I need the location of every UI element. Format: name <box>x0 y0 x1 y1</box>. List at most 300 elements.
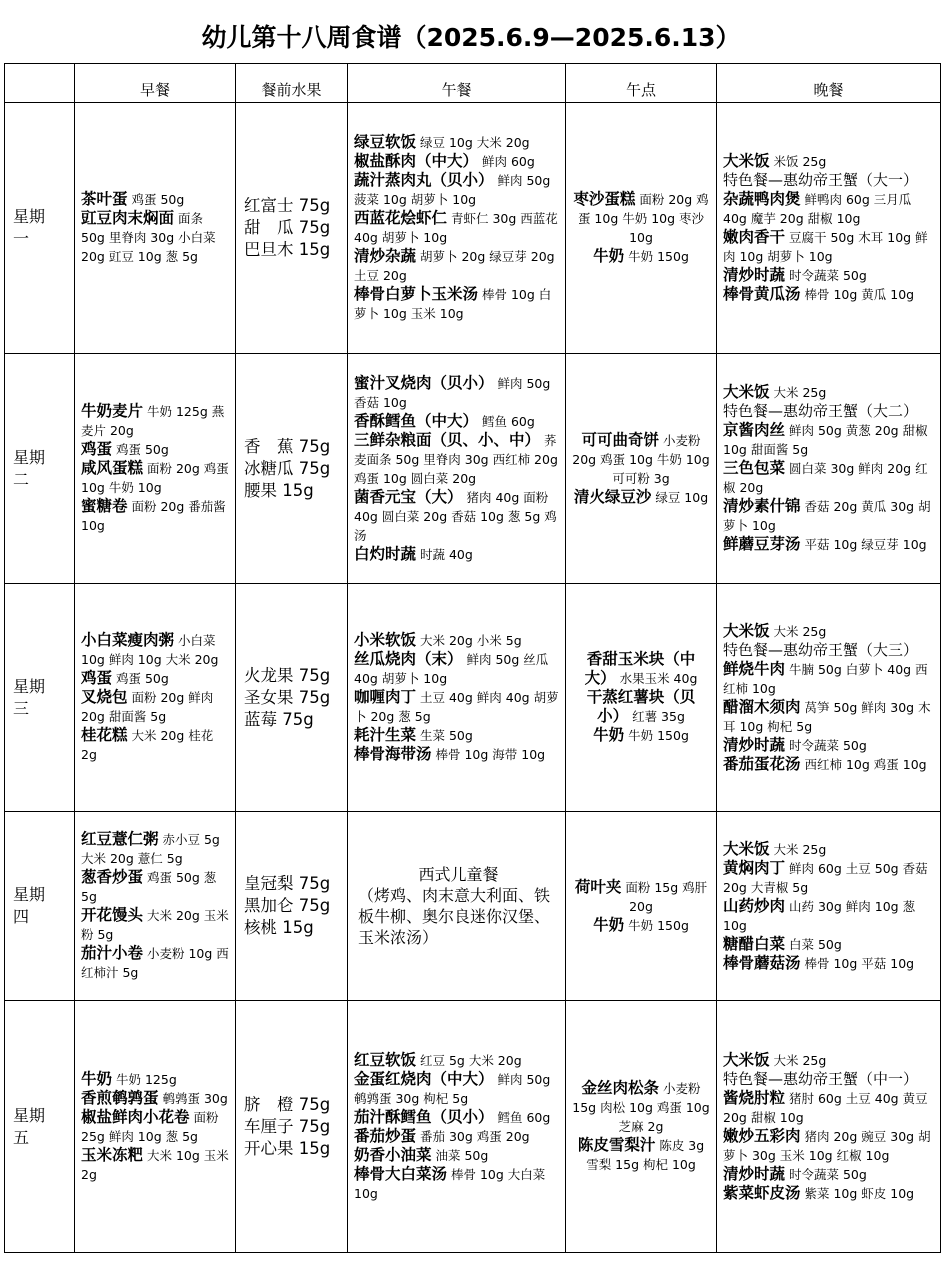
dish-ingredients: 大米 25g <box>773 841 827 857</box>
dish-ingredients: 特色餐—惠幼帝王蟹（中一） <box>723 1069 919 1088</box>
lunch-dish <box>354 1146 559 1165</box>
lunch-cell <box>348 1001 566 1253</box>
breakfast-dish <box>81 497 229 535</box>
dish-name: 荷叶夹 <box>574 877 622 896</box>
dish-ingredients: 面粉 20g 鸡蛋 10g 牛奶 10g 枣沙 10g <box>577 192 709 245</box>
snack-dish <box>572 190 710 247</box>
dish-name: 干蒸红薯块（贝小） <box>586 688 696 725</box>
day-label-text: 五 <box>13 1127 30 1147</box>
dish-name: 大米饭 <box>723 152 770 170</box>
dish-name: 陈皮雪梨汁 <box>577 1136 656 1154</box>
dish-ingredients: 鲜肉 60g <box>482 154 535 169</box>
dish-name: 豇豆肉末焖面 <box>81 209 175 227</box>
breakfast-dish <box>81 944 229 982</box>
dish-ingredients: 大米 25g <box>773 385 827 400</box>
dish-name: 西蓝花烩虾仁 <box>354 209 448 227</box>
lunch-dish <box>354 171 559 209</box>
dish-name: 香甜玉米块（中大） <box>584 650 696 687</box>
breakfast-dish <box>81 1108 229 1146</box>
snack-dish <box>572 688 710 726</box>
dish-ingredients: 番茄 30g 鸡蛋 20g <box>420 1128 530 1144</box>
dish-name: 清火绿豆沙 <box>573 487 652 506</box>
dish-name: 丝瓜烧肉（末） <box>354 650 463 668</box>
dish-ingredients: 陈皮 3g 雪梨 15g 枸杞 10g <box>586 1138 705 1172</box>
fruit-item: 圣女果 75g <box>244 687 331 707</box>
dish-ingredients: 牛腩 50g 白萝卜 40g 西红柿 10g <box>723 661 928 696</box>
lunch-dish <box>354 285 559 323</box>
dinner-dish <box>723 698 934 736</box>
snack-dish <box>572 431 710 488</box>
day-label <box>5 584 75 812</box>
day-label-text: 三 <box>13 698 30 718</box>
dish-ingredients: 豆腐干 50g 木耳 10g 鲜肉 10g 胡萝卜 10g <box>723 230 928 264</box>
breakfast-dish <box>81 688 229 726</box>
day-row <box>5 103 941 354</box>
dish-name: 红豆软饭 <box>354 1050 417 1069</box>
lunch-cell <box>348 584 566 812</box>
dinner-dish <box>723 736 934 755</box>
dish-ingredients: 土豆 40g 鲜肉 40g 胡萝卜 20g 葱 5g <box>354 690 559 724</box>
breakfast-cell <box>75 812 236 1001</box>
dish-ingredients: 小麦粉 15g 肉松 10g 鸡蛋 10g 芝麻 2g <box>572 1081 710 1134</box>
dish-name: 紫菜虾皮汤 <box>723 1183 801 1202</box>
lunch-dish <box>354 688 559 726</box>
header-breakfast: 早餐 <box>75 64 236 103</box>
breakfast-cell <box>75 103 236 354</box>
dish-ingredients: 牛奶 125g <box>116 1071 177 1087</box>
dish-name: 番茄蛋花汤 <box>723 754 801 773</box>
dish-name: 大米饭 <box>723 383 770 401</box>
snack-dish <box>572 878 710 916</box>
dinner-dish <box>723 152 934 171</box>
dish-ingredients: 赤小豆 5g 大米 20g 薏仁 5g <box>81 832 220 866</box>
dish-name: 鸡蛋 <box>81 440 113 458</box>
dinner-dish <box>723 1089 934 1127</box>
dish-name: 茄汁酥鳕鱼（贝小） <box>354 1107 494 1126</box>
header-row <box>5 64 941 103</box>
lunch-cell <box>348 103 566 354</box>
dinner-dish <box>723 1127 934 1165</box>
dish-name: 牛奶 <box>593 726 625 744</box>
fruit-item: 车厘子 75g <box>244 1116 331 1136</box>
breakfast-dish <box>81 906 229 944</box>
dish-ingredients: 鸡蛋 50g 葱 5g <box>81 870 217 904</box>
lunch-dish <box>354 650 559 688</box>
dish-ingredients: 牛奶 150g <box>628 249 689 264</box>
breakfast-dish <box>81 631 229 669</box>
dish-ingredients: 鸡蛋 50g <box>116 442 169 457</box>
breakfast-cell <box>75 1001 236 1253</box>
dish-ingredients: 棒骨 10g 黄瓜 10g <box>804 287 915 302</box>
breakfast-dish <box>81 1146 229 1184</box>
fruit-item: 脐 橙 75g <box>244 1094 331 1114</box>
dish-name: 大米饭 <box>723 621 770 640</box>
fruit-item: 甜 瓜 75g <box>244 218 331 237</box>
breakfast-dish <box>81 402 229 440</box>
dish-name: 玉米冻粑 <box>81 1145 144 1164</box>
lunch-dish <box>354 745 559 764</box>
lunch-dish <box>354 1070 559 1108</box>
dish-name: 可可曲奇饼 <box>581 430 659 449</box>
lunch-cell <box>348 354 566 584</box>
dish-name: 开花馒头 <box>81 906 144 924</box>
dinner-dish <box>723 935 934 954</box>
dish-ingredients: 香菇 20g 黄瓜 30g 胡萝卜 10g <box>723 499 931 533</box>
fruit-item: 皇冠梨 75g <box>244 874 331 893</box>
dish-ingredients: 牛奶 150g <box>628 917 689 933</box>
dinner-dish <box>723 402 934 421</box>
dish-name: 牛奶麦片 <box>81 402 144 420</box>
dinner-cell <box>717 812 941 1001</box>
lunch-dish <box>354 488 559 545</box>
dish-ingredients: 白菜 50g <box>789 936 842 952</box>
dish-ingredients: 猪肉 40g 面粉 40g 圆白菜 20g 香菇 10g 葱 5g 鸡汤 <box>354 489 557 543</box>
dish-ingredients: 胡萝卜 20g 绿豆芽 20g 土豆 20g <box>354 249 555 283</box>
breakfast-dish <box>81 1089 229 1108</box>
dish-ingredients: 时令蔬菜 50g <box>789 737 867 753</box>
snack-cell <box>566 812 717 1001</box>
lunch-dish <box>354 1165 559 1203</box>
western-meal-title: 西式儿童餐 <box>418 865 499 884</box>
lunch-dish <box>354 545 559 564</box>
dish-ingredients: 大米 20g 玉米粉 5g <box>81 908 229 942</box>
dish-ingredients: 大米 20g 小米 5g <box>420 633 522 648</box>
dish-name: 牛奶 <box>593 247 625 265</box>
fruit-cell <box>236 103 348 354</box>
dish-name: 酱烧肘粒 <box>723 1088 786 1107</box>
fruit-item: 香 蕉 75g <box>244 436 331 456</box>
dish-ingredients: 面粉 25g 鲜肉 10g 葱 5g <box>81 1109 219 1144</box>
dinner-dish <box>723 1165 934 1184</box>
fruit-item: 开心果 15g <box>244 1138 331 1158</box>
dish-ingredients: 棒骨 10g 平菇 10g <box>804 955 915 971</box>
day-row <box>5 354 941 584</box>
day-label-text: 二 <box>13 469 30 489</box>
page-title: 幼儿第十八周食谱（2025.6.9—2025.6.13） <box>201 23 741 52</box>
dish-name: 清炒时蔬 <box>723 266 786 284</box>
dish-name: 茶叶蛋 <box>81 190 128 208</box>
snack-cell <box>566 103 717 354</box>
header-snack: 午点 <box>566 64 717 103</box>
day-row <box>5 584 941 812</box>
lunch-cell <box>348 812 566 1001</box>
fruit-cell <box>236 812 348 1001</box>
dish-ingredients: 小麦粉 10g 西红柿汁 5g <box>81 946 229 980</box>
dish-ingredients: 鲜肉 50g 菠菜 10g 胡萝卜 10g <box>354 173 551 207</box>
dish-name: 绿豆软饭 <box>354 133 417 151</box>
dish-name: 大米饭 <box>723 1050 770 1069</box>
dinner-dish <box>723 897 934 935</box>
dinner-dish <box>723 171 934 190</box>
dinner-dish <box>723 1184 934 1203</box>
dish-name: 大米饭 <box>723 839 770 858</box>
breakfast-cell <box>75 354 236 584</box>
dish-ingredients: 平菇 10g 绿豆芽 10g <box>804 537 927 552</box>
dinner-dish <box>723 1070 934 1089</box>
dish-ingredients: 牛奶 125g 燕麦片 20g <box>81 404 225 438</box>
dish-ingredients: 鳕鱼 60g <box>497 1109 551 1125</box>
dinner-cell <box>717 103 941 354</box>
dish-name: 棒骨黄瓜汤 <box>723 285 801 303</box>
dinner-dish <box>723 266 934 285</box>
snack-dish <box>572 1136 710 1174</box>
lunch-dish <box>354 1051 559 1070</box>
dish-name: 香煎鹌鹑蛋 <box>81 1088 159 1107</box>
dish-ingredients: 小麦粉 20g 鸡蛋 10g 牛奶 10g 可可粉 3g <box>572 432 710 486</box>
fruit-cell <box>236 584 348 812</box>
header-lunch: 午餐 <box>348 64 566 103</box>
fruit-item: 巴旦木 15g <box>244 240 331 259</box>
dish-name: 清炒杂蔬 <box>354 247 417 265</box>
dish-ingredients: 红豆 5g 大米 20g <box>420 1052 522 1068</box>
dish-ingredients: 鲜肉 50g 鹌鹑蛋 30g 枸杞 5g <box>354 1071 551 1106</box>
dish-name: 清炒时蔬 <box>723 735 786 754</box>
dish-ingredients: 面粉 15g 鸡肝 20g <box>625 879 708 914</box>
day-label <box>5 354 75 584</box>
lunch-dish <box>354 726 559 745</box>
dish-ingredients: 油菜 50g <box>435 1147 489 1163</box>
dinner-dish <box>723 840 934 859</box>
dish-name: 三色包菜 <box>723 459 786 477</box>
dinner-cell <box>717 1001 941 1253</box>
dinner-cell <box>717 354 941 584</box>
breakfast-dish <box>81 190 229 209</box>
breakfast-dish <box>81 830 229 868</box>
dish-name: 蜜汁叉烧肉（贝小） <box>354 373 494 392</box>
day-label-text: 四 <box>13 907 30 926</box>
lunch-dish <box>354 133 559 152</box>
dish-name: 咖喱肉丁 <box>354 688 417 706</box>
lunch-dish <box>354 152 559 171</box>
snack-cell <box>566 584 717 812</box>
day-label-text: 星期 <box>13 885 46 904</box>
dish-ingredients: 米饭 25g <box>773 154 827 169</box>
dish-name: 京酱肉丝 <box>723 421 786 439</box>
dinner-dish <box>723 285 934 304</box>
dish-ingredients: 大米 25g <box>773 1052 827 1068</box>
dinner-dish <box>723 641 934 660</box>
dish-name: 蔬汁蒸肉丸（贝小） <box>354 171 494 189</box>
day-label-text: 星期 <box>13 1105 46 1125</box>
breakfast-dish <box>81 209 229 266</box>
dinner-dish <box>723 190 934 228</box>
dish-name: 鲜烧牛肉 <box>723 659 786 678</box>
dish-ingredients: 荞麦面条 50g 里脊肉 30g 西红柿 20g 鸡蛋 10g 圆白菜 20g <box>354 432 558 486</box>
lunch-dish <box>354 374 559 412</box>
dish-name: 桂花糕 <box>81 726 128 744</box>
snack-dish <box>572 650 710 688</box>
fruit-item: 火龙果 75g <box>244 665 331 685</box>
dinner-dish <box>723 660 934 698</box>
dish-name: 番茄炒蛋 <box>354 1126 417 1145</box>
dish-name: 嫩炒五彩肉 <box>723 1126 801 1145</box>
dinner-dish <box>723 535 934 554</box>
dish-ingredients: 时令蔬菜 50g <box>789 1166 867 1182</box>
dish-name: 嫩肉香干 <box>723 228 786 246</box>
dish-ingredients: 时蔬 40g <box>420 546 473 562</box>
dish-name: 清炒素什锦 <box>723 497 801 515</box>
day-label <box>5 103 75 354</box>
dish-name: 鸡蛋 <box>81 669 113 687</box>
dish-name: 葱香炒蛋 <box>81 868 144 886</box>
dish-ingredients: 牛奶 150g <box>628 728 689 743</box>
dish-ingredients: 特色餐—惠幼帝王蟹（大三） <box>723 640 919 659</box>
dish-name: 山药炒肉 <box>723 896 786 915</box>
header-dinner: 晚餐 <box>717 64 941 103</box>
dish-name: 茄汁小卷 <box>81 944 144 962</box>
dish-ingredients: 特色餐—惠幼帝王蟹（大二） <box>723 402 919 420</box>
dish-ingredients: 紫菜 10g 虾皮 10g <box>804 1185 915 1201</box>
dish-name: 菌香元宝（大） <box>354 487 463 506</box>
dish-name: 金蛋红烧肉（中大） <box>354 1069 494 1088</box>
dish-name: 棒骨大白菜汤 <box>354 1164 448 1183</box>
breakfast-cell <box>75 584 236 812</box>
fruit-item: 黑加仑 75g <box>244 896 331 915</box>
dinner-dish <box>723 421 934 459</box>
fruit-item: 红富士 75g <box>244 196 331 215</box>
dish-name: 小米软饭 <box>354 631 417 649</box>
lunch-dish <box>354 247 559 285</box>
fruit-item: 腰果 15g <box>244 480 314 500</box>
dish-ingredients: 猪肉 20g 豌豆 30g 胡萝卜 30g 玉米 10g 红椒 10g <box>723 1128 931 1163</box>
day-label-text: 星期 <box>13 207 46 226</box>
dish-name: 清炒时蔬 <box>723 1164 786 1183</box>
dish-ingredients: 鲜鸭肉 60g 三月瓜 40g 魔芋 20g 甜椒 10g <box>723 192 912 226</box>
dish-ingredients: 鲜肉 60g 土豆 50g 香菇 20g 大青椒 5g <box>723 860 928 895</box>
dish-name: 椒盐酥肉（中大） <box>354 152 479 170</box>
dish-name: 椒盐鲜肉小花卷 <box>81 1107 190 1126</box>
dish-ingredients: 棒骨 10g 白萝卜 10g 玉米 10g <box>354 287 552 321</box>
dish-ingredients: 鲜肉 50g 黄葱 20g 甜椒 10g 甜面酱 5g <box>723 423 928 457</box>
breakfast-dish <box>81 440 229 459</box>
dish-ingredients: 鳕鱼 60g <box>482 413 535 429</box>
dish-ingredients: 鲜肉 50g 丝瓜 40g 胡萝卜 10g <box>354 652 549 686</box>
day-label <box>5 812 75 1001</box>
dish-name: 棒骨海带汤 <box>354 745 432 763</box>
dish-ingredients: 面粉 20g 番茄酱 10g <box>81 499 226 533</box>
breakfast-dish <box>81 669 229 688</box>
day-row <box>5 812 941 1001</box>
dish-name: 棒骨白萝卜玉米汤 <box>354 285 479 303</box>
breakfast-dish <box>81 459 229 497</box>
western-meal-items: （烤鸡、肉末意大利面、铁板牛柳、奥尔良迷你汉堡、玉米浓汤） <box>358 886 551 947</box>
dish-name: 叉烧包 <box>81 688 128 706</box>
dish-name: 红豆薏仁粥 <box>81 830 159 848</box>
snack-cell <box>566 354 717 584</box>
dish-ingredients: 棒骨 10g 海带 10g <box>435 747 546 762</box>
dish-name: 香酥鳕鱼（中大） <box>354 411 479 430</box>
dish-ingredients: 猪肘 60g 土豆 40g 黄豆 20g 甜椒 10g <box>723 1090 928 1125</box>
dish-ingredients: 绿豆 10g <box>655 489 709 505</box>
dish-name: 杂蔬鸭肉煲 <box>723 190 801 208</box>
dish-name: 金丝肉松条 <box>581 1079 659 1097</box>
dish-ingredients: 鸡蛋 50g <box>116 671 169 686</box>
dish-name: 咸风蛋糕 <box>81 459 144 477</box>
breakfast-dish <box>81 726 229 764</box>
dinner-dish <box>723 755 934 774</box>
header-corner <box>5 64 75 103</box>
dinner-cell <box>717 584 941 812</box>
dish-ingredients: 大米 20g 桂花 2g <box>81 728 214 762</box>
lunch-dish <box>354 209 559 247</box>
dish-ingredients: 特色餐—惠幼帝王蟹（大一） <box>723 171 919 189</box>
lunch-dish <box>354 631 559 650</box>
dish-name: 鲜蘑豆芽汤 <box>723 535 801 553</box>
day-label-text: 星期 <box>13 676 46 696</box>
snack-dish <box>572 916 710 935</box>
dinner-dish <box>723 459 934 497</box>
dish-ingredients: 红薯 35g <box>632 709 685 724</box>
dish-name: 耗汁生菜 <box>354 726 417 744</box>
dish-name: 牛奶 <box>593 915 625 934</box>
dish-name: 棒骨蘑菇汤 <box>723 953 801 972</box>
dinner-dish <box>723 228 934 266</box>
dish-ingredients: 面粉 20g 鲜肉 20g 甜面酱 5g <box>81 690 214 724</box>
menu-table <box>4 63 941 1253</box>
dinner-dish <box>723 954 934 973</box>
dinner-dish <box>723 383 934 402</box>
dish-ingredients: 面粉 20g 鸡蛋 10g 牛奶 10g <box>81 461 229 495</box>
dish-ingredients: 时令蔬菜 50g <box>789 268 867 283</box>
dish-ingredients: 鲜肉 50g 香菇 10g <box>354 375 551 410</box>
snack-dish <box>572 1079 710 1136</box>
snack-dish <box>572 488 710 507</box>
lunch-dish <box>354 431 559 488</box>
dish-name: 奶香小油菜 <box>354 1145 432 1164</box>
fruit-item: 冰糖瓜 75g <box>244 458 331 478</box>
dish-ingredients: 绿豆 10g 大米 20g <box>420 135 530 150</box>
dish-ingredients: 大米 25g <box>773 623 827 639</box>
menu-body <box>5 103 941 1253</box>
fruit-cell <box>236 1001 348 1253</box>
dinner-dish <box>723 622 934 641</box>
dish-ingredients: 鸡蛋 50g <box>131 192 185 207</box>
dish-ingredients: 青虾仁 30g 西蓝花 40g 胡萝卜 10g <box>354 211 558 245</box>
dish-name: 枣沙蛋糕 <box>573 190 636 208</box>
dish-ingredients: 小白菜 10g 鲜肉 10g 大米 20g <box>81 633 219 667</box>
lunch-dish <box>354 412 559 431</box>
fruit-item: 蓝莓 75g <box>244 709 314 729</box>
dish-ingredients: 水果玉米 40g <box>619 671 698 686</box>
dish-name: 黄焖肉丁 <box>723 858 786 877</box>
snack-dish <box>572 726 710 745</box>
lunch-dish <box>354 1108 559 1127</box>
dish-ingredients: 山药 30g 鲜肉 10g 葱 10g <box>723 898 916 933</box>
day-label-text: 星期 <box>13 447 46 467</box>
dish-ingredients: 圆白菜 30g 鲜肉 20g 红椒 20g <box>723 461 928 495</box>
dish-name: 糖醋白菜 <box>723 934 786 953</box>
dish-ingredients: 莴笋 50g 鲜肉 30g 木耳 10g 枸杞 5g <box>723 699 931 734</box>
dinner-dish <box>723 1051 934 1070</box>
dish-ingredients: 棒骨 10g 大白菜 10g <box>354 1166 546 1201</box>
breakfast-dish <box>81 1070 229 1089</box>
breakfast-dish <box>81 868 229 906</box>
header-fruit: 餐前水果 <box>236 64 348 103</box>
dish-name: 牛奶 <box>81 1069 113 1088</box>
snack-cell <box>566 1001 717 1253</box>
dish-ingredients: 大米 10g 玉米 2g <box>81 1147 229 1182</box>
dish-ingredients: 西红柿 10g 鸡蛋 10g <box>804 756 927 772</box>
dish-name: 蜜糖卷 <box>81 497 128 515</box>
fruit-cell <box>236 354 348 584</box>
dish-name: 三鲜杂粮面（贝、小、中） <box>354 430 541 449</box>
dinner-dish <box>723 859 934 897</box>
dish-name: 小白菜瘦肉粥 <box>81 631 175 649</box>
day-label-text: 一 <box>13 229 30 248</box>
fruit-item: 核桃 15g <box>244 918 314 937</box>
day-row <box>5 1001 941 1253</box>
dish-ingredients: 鹌鹑蛋 30g <box>162 1090 228 1106</box>
